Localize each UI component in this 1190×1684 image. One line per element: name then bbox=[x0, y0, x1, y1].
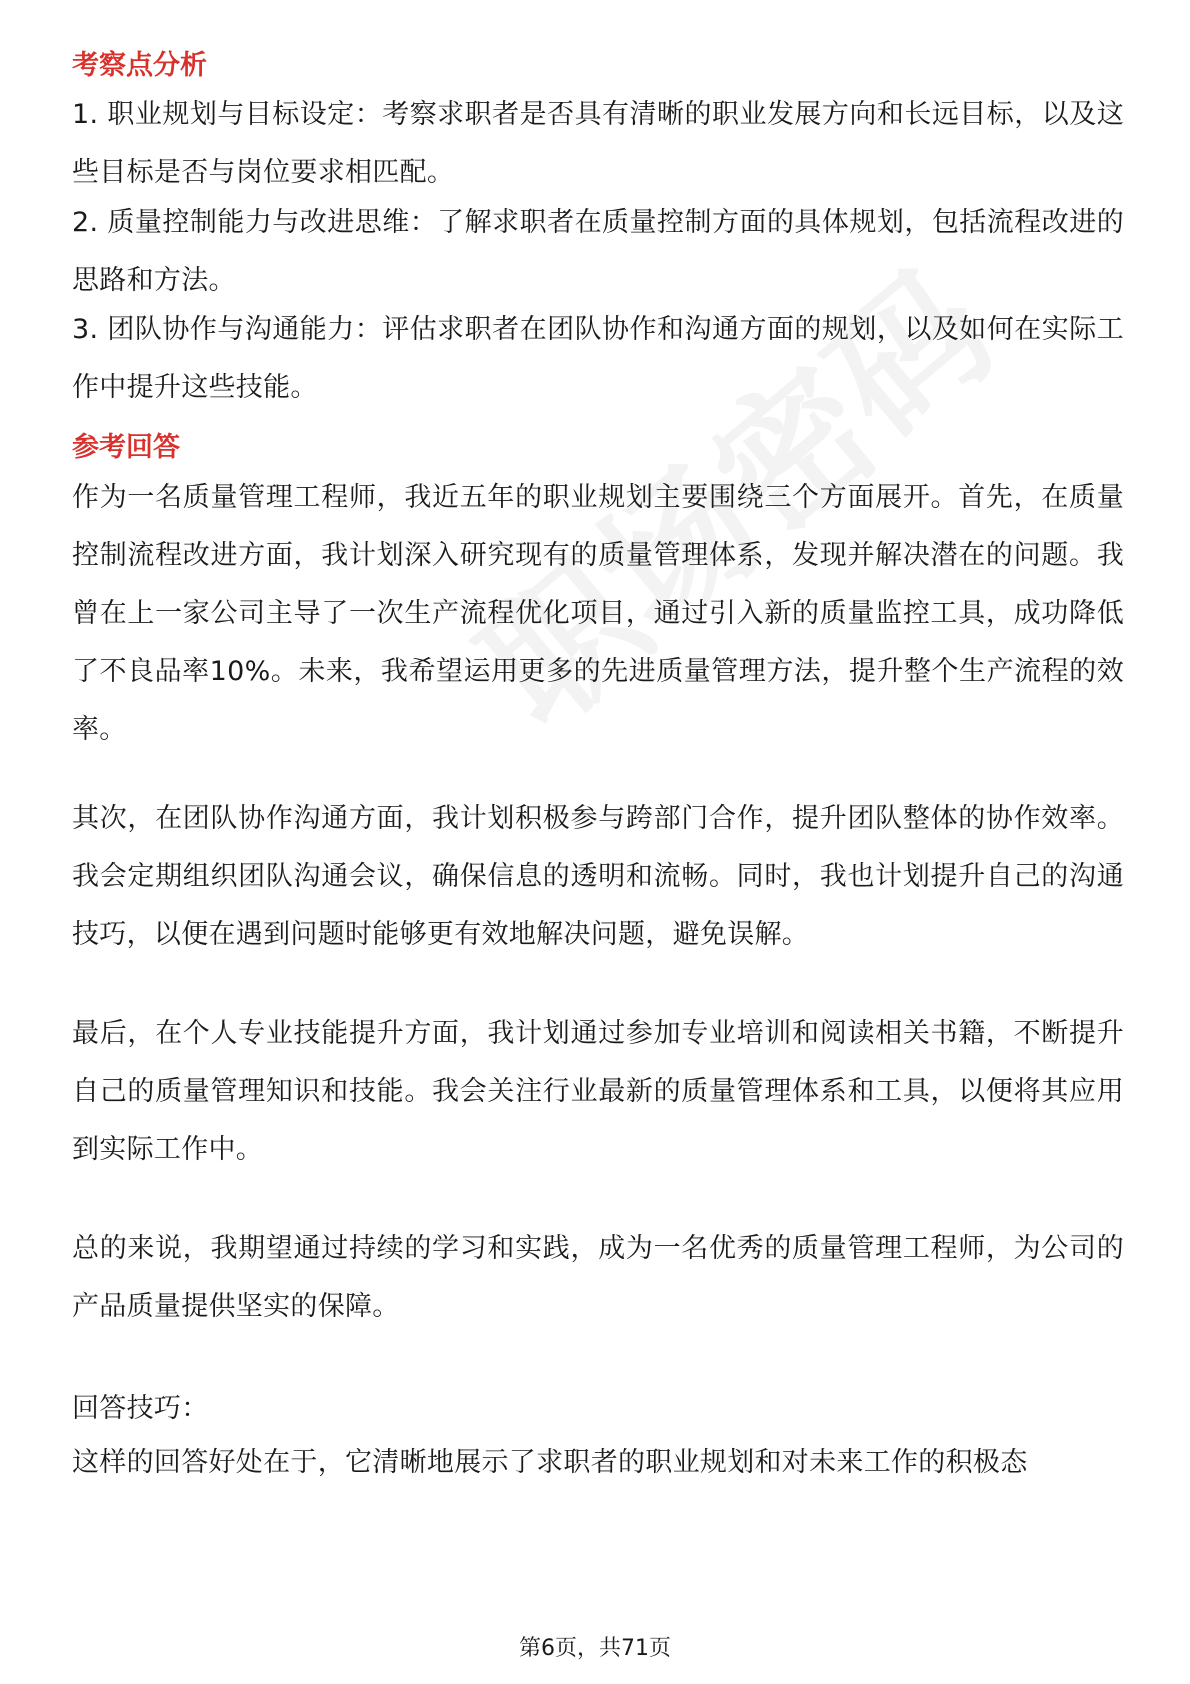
answer-paragraph-1: 作为一名质量管理工程师，我近五年的职业规划主要围绕三个方面展开。首先，在质量控制流程改进方面，我计划深入研究现有的质量管理体系，发现并解决潜在的问题。我曾在上一家公司主导了一次生产流程优化项目，通过引入新的质量监控工具，成功降低了不良品率10%。未来，我希望运用更多的先进质量管理方法，提升整个生产流程的效率。 bbox=[72, 482, 1124, 745]
analysis-heading: 考察点分析 bbox=[72, 50, 207, 81]
answer-heading: 参考回答 bbox=[72, 432, 180, 463]
answer-paragraph-4: 总的来说，我期望通过持续的学习和实践，成为一名优秀的质量管理工程师，为公司的产品质量提供坚实的保障。 bbox=[72, 1233, 1124, 1322]
answer-paragraph-3: 最后，在个人专业技能提升方面，我计划通过参加专业培训和阅读相关书籍，不断提升自己的质量管理知识和技能。我会关注行业最新的质量管理体系和工具，以便将其应用到实际工作中。 bbox=[72, 1018, 1124, 1165]
page-indicator: 第6页，共71页 bbox=[519, 1636, 671, 1661]
analysis-item-1: 1. 职业规划与目标设定：考察求职者是否具有清晰的职业发展方向和长远目标，以及这些目标是否与岗位要求相匹配。 bbox=[72, 99, 1124, 188]
tips-text: 这样的回答好处在于，它清晰地展示了求职者的职业规划和对未来工作的积极态 bbox=[72, 1447, 1028, 1478]
answer-paragraph-2: 其次，在团队协作沟通方面，我计划积极参与跨部门合作，提升团队整体的协作效率。我会定期组织团队沟通会议，确保信息的透明和流畅。同时，我也计划提升自己的沟通技巧，以便在遇到问题时能够更有效地解决问题，避免误解。 bbox=[72, 803, 1124, 950]
analysis-item-3: 3. 团队协作与沟通能力：评估求职者在团队协作和沟通方面的规划，以及如何在实际工作中提升这些技能。 bbox=[72, 314, 1124, 403]
analysis-item-2: 2. 质量控制能力与改进思维：了解求职者在质量控制方面的具体规划，包括流程改进的思路和方法。 bbox=[72, 207, 1124, 296]
tips-label: 回答技巧： bbox=[72, 1393, 209, 1424]
